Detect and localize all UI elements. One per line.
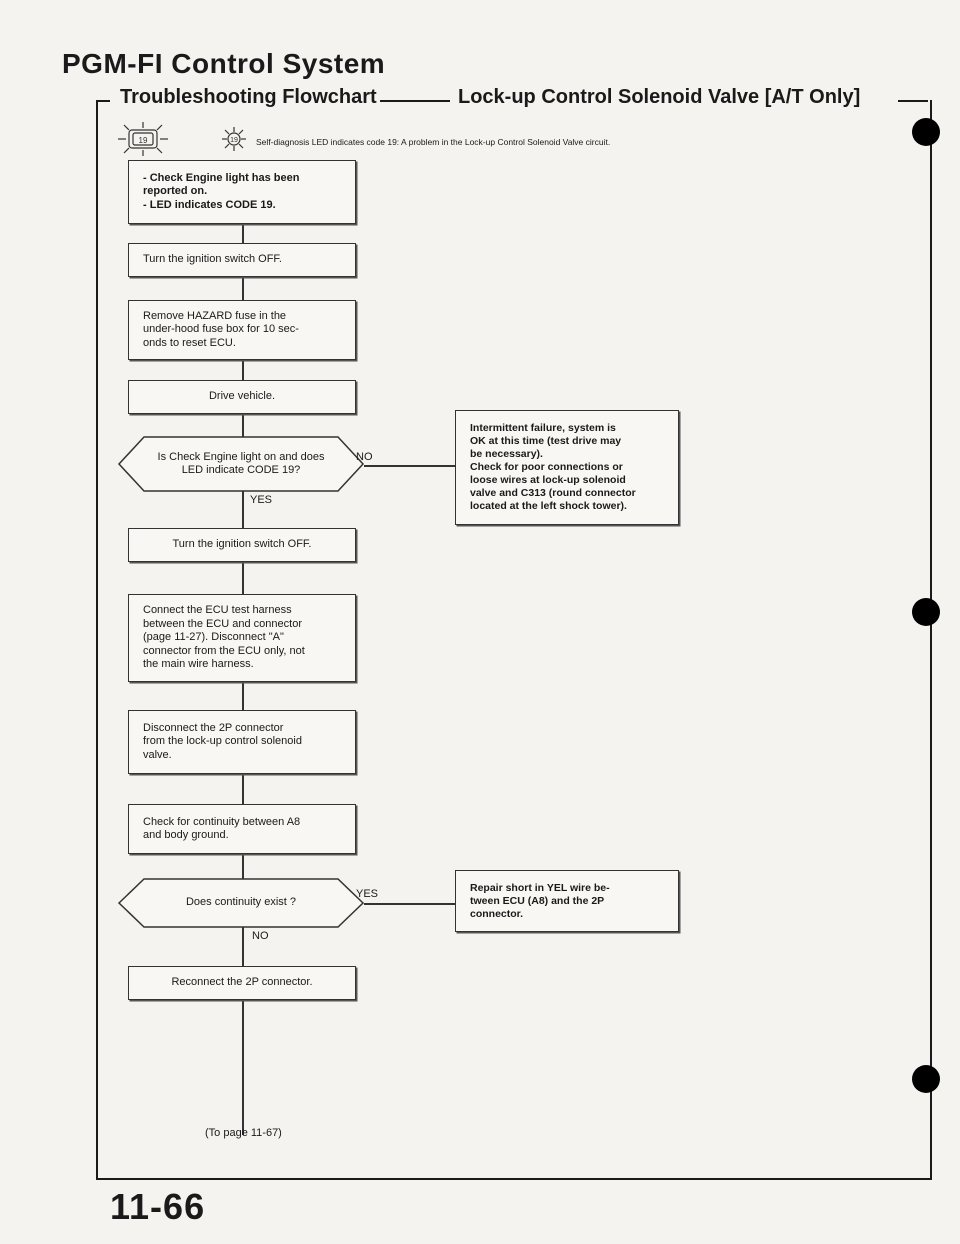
page-title: PGM-FI Control System — [62, 48, 386, 79]
step-reconnect-2p-connector: Reconnect the 2P connector. — [128, 966, 356, 1000]
step-drive-vehicle: Drive vehicle. — [128, 380, 356, 414]
result-intermittent-failure: Intermittent failure, system is OK at this time (test drive may be necessary). Check for poor connections or loose wires at lock-up solenoid valve and C313 (round connector located at the left shock tower). — [455, 410, 679, 525]
binder-hole-marker — [912, 118, 940, 146]
frame-bottom-rule — [96, 1178, 932, 1180]
result-repair-short: Repair short in YEL wire be- tween ECU (A8) and the 2P connector. — [455, 870, 679, 932]
check-engine-icon — [222, 127, 246, 151]
binder-hole-marker — [912, 1065, 940, 1093]
step-check-continuity: Check for continuity between A8 and body ground. — [128, 804, 356, 854]
led-19-icon — [118, 122, 168, 156]
step-disconnect-2p-connector: Disconnect the 2P connector from the lock-up control solenoid valve. — [128, 710, 356, 774]
step-ignition-off-2: Turn the ignition switch OFF. — [128, 528, 356, 562]
decision1-yes-label: YES — [250, 494, 273, 506]
binder-hole-marker — [912, 598, 940, 626]
step-ignition-off-1: Turn the ignition switch OFF. — [128, 243, 356, 277]
decision1-no-connector — [364, 465, 456, 467]
decision-check-engine-light: Is Check Engine light on and does LED indicate CODE 19? — [116, 436, 366, 492]
subtitle-right: Lock-up Control Solenoid Valve [A/T Only] — [458, 86, 861, 108]
decision2-no-label: NO — [252, 930, 269, 942]
page-number: 11-66 — [110, 1186, 206, 1227]
step-remove-hazard-fuse: Remove HAZARD fuse in the under-hood fuse box for 10 sec- onds to reset ECU. — [128, 300, 356, 360]
subtitle-left: Troubleshooting Flowchart — [120, 86, 377, 108]
section-heading — [100, 86, 930, 116]
decision1-no-label: NO — [356, 451, 373, 463]
svg-text:19: 19 — [230, 137, 238, 144]
step-connect-test-harness: Connect the ECU test harness between the ECU and connector (page 11-27). Disconnect "A" connector from the ECU only, not the main wire harness. — [128, 594, 356, 682]
continuation-reference: (To page 11-67) — [205, 1127, 282, 1139]
diagnosis-text: Self-diagnosis LED indicates code 19: A problem in the Lock-up Control Solenoid Valve circuit. — [256, 137, 611, 147]
step-initial-condition: - Check Engine light has been reported on. - LED indicates CODE 19. — [128, 160, 356, 224]
decision-continuity-exists: Does continuity exist ? — [116, 878, 366, 928]
decision2-yes-label: YES — [356, 888, 379, 900]
frame-right-rule — [930, 100, 932, 1180]
svg-text:19: 19 — [138, 136, 148, 145]
decision2-yes-connector — [364, 903, 456, 905]
frame-left-rule — [96, 100, 98, 1180]
